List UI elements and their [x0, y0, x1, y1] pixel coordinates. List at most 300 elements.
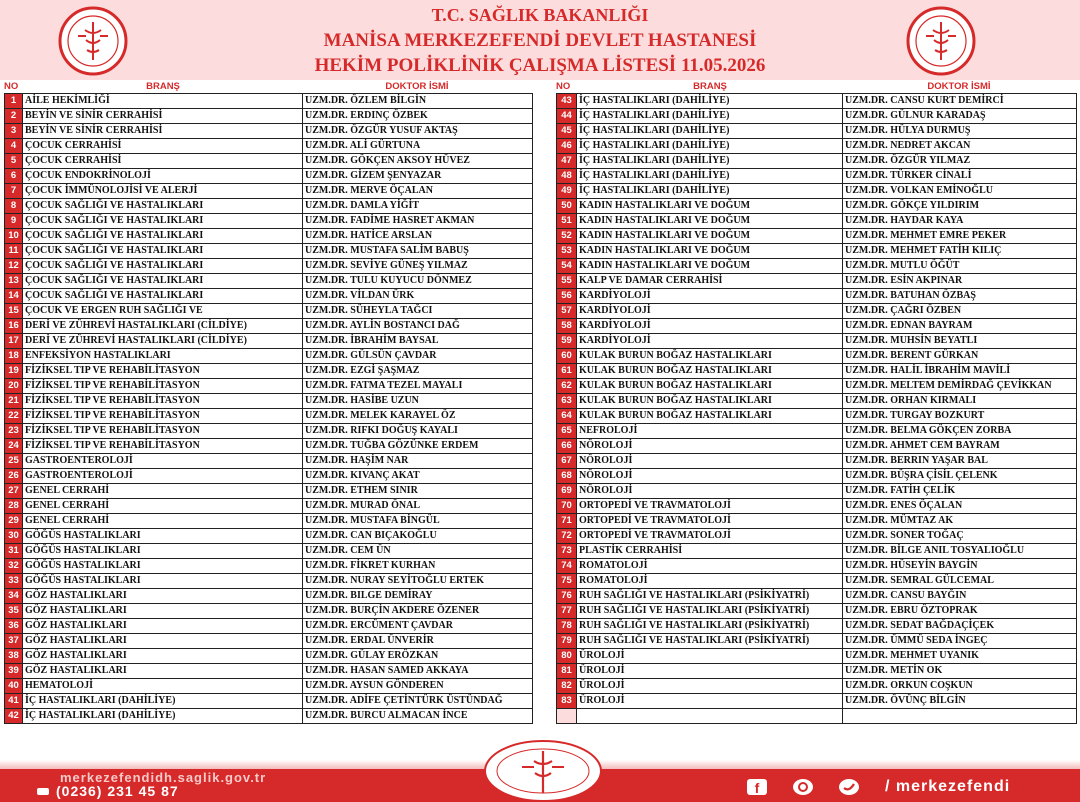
table-row — [557, 664, 1077, 679]
row-number: 42 — [5, 709, 23, 724]
doctor-cell: UZM.DR. HALİL İBRAHİM MAVİLİ — [843, 364, 1077, 379]
doctor-cell: UZM.DR. MURAD ÖNAL — [303, 499, 533, 514]
branch-cell: ÇOCUK ENDOKRİNOLOJİ — [23, 169, 303, 184]
doctor-cell: UZM.DR. GÜLNUR KARADAŞ — [843, 109, 1077, 124]
branch-cell: KARDİYOLOJİ — [577, 334, 843, 349]
table-row — [5, 274, 533, 289]
row-number: 24 — [5, 439, 23, 454]
table-row — [557, 109, 1077, 124]
doctor-cell: UZM.DR. EBRU ÖZTOPRAK — [843, 604, 1077, 619]
row-number: 57 — [557, 304, 577, 319]
row-number: 82 — [557, 679, 577, 694]
doctor-cell: UZM.DR. MUHSİN BEYATLI — [843, 334, 1077, 349]
table-row — [557, 214, 1077, 229]
row-number: 61 — [557, 364, 577, 379]
branch-cell: ÇOCUK SAĞLIĞI VE HASTALIKLARI — [23, 244, 303, 259]
doctor-cell: UZM.DR. MELEK KARAYEL ÖZ — [303, 409, 533, 424]
doctor-cell: UZM.DR. BERRIN YAŞAR BAL — [843, 454, 1077, 469]
branch-cell: HEMATOLOJİ — [23, 679, 303, 694]
doctor-cell: UZM.DR. MUTLU ÖĞÜT — [843, 259, 1077, 274]
branch-cell: RUH SAĞLIĞI VE HASTALIKLARI (PSİKİYATRİ) — [577, 634, 843, 649]
table-row — [5, 364, 533, 379]
branch-cell: GENEL CERRAHİ — [23, 484, 303, 499]
branch-cell: RUH SAĞLIĞI VE HASTALIKLARI (PSİKİYATRİ) — [577, 619, 843, 634]
table-row — [5, 649, 533, 664]
branch-cell: ÇOCUK İMMÜNOLOJİSİ VE ALERJİ — [23, 184, 303, 199]
branch-cell: FİZİKSEL TIP VE REHABİLİTASYON — [23, 424, 303, 439]
doctor-cell: UZM.DR. FADİME HASRET AKMAN — [303, 214, 533, 229]
table-row — [5, 244, 533, 259]
branch-cell: GÖZ HASTALIKLARI — [23, 604, 303, 619]
doctor-cell: UZM.DR. ÖZGÜR YUSUF AKTAŞ — [303, 124, 533, 139]
list-title: HEKİM POLİKLİNİK ÇALIŞMA LİSTESİ 11.05.2026 — [314, 55, 766, 76]
table-row — [5, 334, 533, 349]
table-row — [5, 664, 533, 679]
row-number: 31 — [5, 544, 23, 559]
doctor-cell: UZM.DR. METİN OK — [843, 664, 1077, 679]
row-number — [557, 709, 577, 724]
table-row — [5, 199, 533, 214]
doctor-cell: UZM.DR. MERVE ÖÇALAN — [303, 184, 533, 199]
branch-cell: NÖROLOJİ — [577, 484, 843, 499]
doctor-cell: UZM.DR. CAN BIÇAKOĞLU — [303, 529, 533, 544]
table-row — [557, 154, 1077, 169]
row-number: 41 — [5, 694, 23, 709]
table-row — [557, 499, 1077, 514]
row-number: 17 — [5, 334, 23, 349]
row-number: 66 — [557, 439, 577, 454]
row-number: 5 — [5, 154, 23, 169]
doctor-cell: UZM.DR. AYLİN BOSTANCI DAĞ — [303, 319, 533, 334]
hospital-title: MANİSA MERKEZEFENDİ DEVLET HASTANESİ — [323, 30, 757, 51]
row-number: 36 — [5, 619, 23, 634]
doctor-cell: UZM.DR. ÇAĞRI ÖZBEN — [843, 304, 1077, 319]
table-row — [5, 544, 533, 559]
branch-cell: GENEL CERRAHİ — [23, 499, 303, 514]
branch-cell: ÇOCUK SAĞLIĞI VE HASTALIKLARI — [23, 199, 303, 214]
doctor-cell: UZM.DR. FATMA TEZEL MAYALI — [303, 379, 533, 394]
svg-text:f: f — [754, 780, 760, 796]
doctor-cell: UZM.DR. TURGAY BOZKURT — [843, 409, 1077, 424]
doctor-cell: UZM.DR. ERCÜMENT ÇAVDAR — [303, 619, 533, 634]
doctor-cell: UZM.DR. HÜLYA DURMUŞ — [843, 124, 1077, 139]
branch-cell: GÖĞÜS HASTALIKLARI — [23, 559, 303, 574]
footer-phone: (0236) 231 45 87 — [56, 783, 179, 799]
doctor-cell: UZM.DR. MUSTAFA BİNGÜL — [303, 514, 533, 529]
table-row — [557, 289, 1077, 304]
row-number: 63 — [557, 394, 577, 409]
table-row — [557, 319, 1077, 334]
doctor-cell: UZM.DR. BURCU ALMACAN İNCE — [303, 709, 533, 724]
table-row — [557, 514, 1077, 529]
branch-cell: İÇ HASTALIKLARI (DAHİLİYE) — [577, 109, 843, 124]
branch-cell: GÖZ HASTALIKLARI — [23, 619, 303, 634]
table-row — [557, 199, 1077, 214]
branch-cell: ÇOCUK SAĞLIĞI VE HASTALIKLARI — [23, 214, 303, 229]
doctor-cell: UZM.DR. VİLDAN ÜRK — [303, 289, 533, 304]
row-number: 43 — [557, 94, 577, 109]
branch-cell: ÜROLOJİ — [577, 664, 843, 679]
row-number: 56 — [557, 289, 577, 304]
branch-cell: NÖROLOJİ — [577, 454, 843, 469]
row-number: 32 — [5, 559, 23, 574]
doctor-cell: UZM.DR. HASİBE UZUN — [303, 394, 533, 409]
table-row — [5, 619, 533, 634]
table-row — [5, 709, 533, 724]
table-row — [5, 484, 533, 499]
table-row — [5, 319, 533, 334]
row-number: 44 — [557, 109, 577, 124]
table-row — [557, 694, 1077, 709]
row-number: 78 — [557, 619, 577, 634]
doctor-cell: UZM.DR. MEHMET FATİH KILIÇ — [843, 244, 1077, 259]
row-number: 3 — [5, 124, 23, 139]
row-number: 80 — [557, 649, 577, 664]
branch-cell: İÇ HASTALIKLARI (DAHİLİYE) — [577, 94, 843, 109]
doctor-cell: UZM.DR. HAŞİM NAR — [303, 454, 533, 469]
row-number: 74 — [557, 559, 577, 574]
row-number: 79 — [557, 634, 577, 649]
table-row — [557, 349, 1077, 364]
branch-cell: FİZİKSEL TIP VE REHABİLİTASYON — [23, 439, 303, 454]
row-number: 62 — [557, 379, 577, 394]
branch-cell: İÇ HASTALIKLARI (DAHİLİYE) — [577, 139, 843, 154]
doctor-cell: UZM.DR. SEVİYE GÜNEŞ YILMAZ — [303, 259, 533, 274]
table-row — [5, 439, 533, 454]
row-number: 26 — [5, 469, 23, 484]
row-number: 77 — [557, 604, 577, 619]
row-number: 59 — [557, 334, 577, 349]
doctor-cell: UZM.DR. GÖKÇEN AKSOY HÜVEZ — [303, 154, 533, 169]
table-row — [5, 229, 533, 244]
branch-cell: NÖROLOJİ — [577, 439, 843, 454]
doctor-cell: UZM.DR. HAYDAR KAYA — [843, 214, 1077, 229]
doctor-cell: UZM.DR. ORHAN KIRMALI — [843, 394, 1077, 409]
table-row — [5, 529, 533, 544]
branch-cell: DERİ VE ZÜHREVİ HASTALIKLARI (CİLDİYE) — [23, 319, 303, 334]
branch-cell: KULAK BURUN BOĞAZ HASTALIKLARI — [577, 349, 843, 364]
branch-cell: BEYİN VE SİNİR CERRAHİSİ — [23, 124, 303, 139]
doctor-cell: UZM.DR. BURÇİN AKDERE ÖZENER — [303, 604, 533, 619]
row-number: 75 — [557, 574, 577, 589]
row-number: 50 — [557, 199, 577, 214]
row-number: 23 — [5, 424, 23, 439]
branch-cell: PLASTİK CERRAHİSİ — [577, 544, 843, 559]
table-row — [5, 514, 533, 529]
branch-cell: GÖĞÜS HASTALIKLARI — [23, 529, 303, 544]
row-number: 38 — [5, 649, 23, 664]
branch-cell: ÜROLOJİ — [577, 679, 843, 694]
branch-cell: ÇOCUK SAĞLIĞI VE HASTALIKLARI — [23, 274, 303, 289]
row-number: 33 — [5, 574, 23, 589]
table-row — [557, 544, 1077, 559]
branch-cell: RUH SAĞLIĞI VE HASTALIKLARI (PSİKİYATRİ) — [577, 589, 843, 604]
row-number: 19 — [5, 364, 23, 379]
table-row — [557, 94, 1077, 109]
branch-cell: KARDİYOLOJİ — [577, 304, 843, 319]
row-number: 14 — [5, 289, 23, 304]
table-row — [557, 484, 1077, 499]
table-row — [557, 304, 1077, 319]
row-number: 72 — [557, 529, 577, 544]
row-number: 21 — [5, 394, 23, 409]
branch-cell: KADIN HASTALIKLARI VE DOĞUM — [577, 244, 843, 259]
branch-cell: İÇ HASTALIKLARI (DAHİLİYE) — [23, 694, 303, 709]
table-row — [557, 679, 1077, 694]
row-number: 54 — [557, 259, 577, 274]
table-row — [557, 574, 1077, 589]
branch-cell: ROMATOLOJİ — [577, 559, 843, 574]
branch-cell: ÇOCUK SAĞLIĞI VE HASTALIKLARI — [23, 229, 303, 244]
doctor-cell: UZM.DR. GÜLSÜN ÇAVDAR — [303, 349, 533, 364]
doctor-cell: UZM.DR. MEHMET EMRE PEKER — [843, 229, 1077, 244]
table-row — [5, 469, 533, 484]
doctor-cell: UZM.DR. SEDAT BAĞDAÇİÇEK — [843, 619, 1077, 634]
doctor-cell: UZM.DR. ENES ÖÇALAN — [843, 499, 1077, 514]
branch-cell: FİZİKSEL TIP VE REHABİLİTASYON — [23, 409, 303, 424]
row-number: 48 — [557, 169, 577, 184]
branch-cell: FİZİKSEL TIP VE REHABİLİTASYON — [23, 394, 303, 409]
row-number: 8 — [5, 199, 23, 214]
row-number: 4 — [5, 139, 23, 154]
branch-cell: KADIN HASTALIKLARI VE DOĞUM — [577, 199, 843, 214]
branch-cell: FİZİKSEL TIP VE REHABİLİTASYON — [23, 379, 303, 394]
row-number: 29 — [5, 514, 23, 529]
table-row — [5, 94, 533, 109]
branch-cell: ÜROLOJİ — [577, 649, 843, 664]
doctor-cell: UZM.DR. BÜŞRA ÇİSİL ÇELENK — [843, 469, 1077, 484]
branch-cell: GÖĞÜS HASTALIKLARI — [23, 574, 303, 589]
branch-cell: GÖZ HASTALIKLARI — [23, 664, 303, 679]
row-number: 81 — [557, 664, 577, 679]
table-row — [557, 529, 1077, 544]
table-row — [5, 214, 533, 229]
row-number: 58 — [557, 319, 577, 334]
doctor-cell: UZM.DR. SÜHEYLA TAĞCI — [303, 304, 533, 319]
doctor-cell: UZM.DR. ÜMMÜ SEDA İNGEÇ — [843, 634, 1077, 649]
branch-cell: İÇ HASTALIKLARI (DAHİLİYE) — [23, 709, 303, 724]
table-row — [557, 439, 1077, 454]
branch-cell: GASTROENTEROLOJİ — [23, 469, 303, 484]
row-number: 67 — [557, 454, 577, 469]
row-number: 69 — [557, 484, 577, 499]
doctor-cell: UZM.DR. TUĞBA GÖZÜNKE ERDEM — [303, 439, 533, 454]
branch-cell: KADIN HASTALIKLARI VE DOĞUM — [577, 229, 843, 244]
schedule-table-right — [556, 93, 1077, 724]
doctor-cell: UZM.DR. VOLKAN EMİNOĞLU — [843, 184, 1077, 199]
row-number: 22 — [5, 409, 23, 424]
row-number: 20 — [5, 379, 23, 394]
row-number: 37 — [5, 634, 23, 649]
doctor-cell: UZM.DR. AYSUN GÖNDEREN — [303, 679, 533, 694]
row-number: 45 — [557, 124, 577, 139]
table-row — [5, 679, 533, 694]
table-row — [557, 334, 1077, 349]
doctor-cell: UZM.DR. HATİCE ARSLAN — [303, 229, 533, 244]
doctor-cell: UZM.DR. GÖKÇE YILDIRIM — [843, 199, 1077, 214]
table-row — [557, 364, 1077, 379]
row-number: 39 — [5, 664, 23, 679]
table-row — [557, 619, 1077, 634]
table-row — [557, 454, 1077, 469]
table-row — [5, 559, 533, 574]
branch-cell: KADIN HASTALIKLARI VE DOĞUM — [577, 214, 843, 229]
row-number: 70 — [557, 499, 577, 514]
branch-cell: AİLE HEKİMLİĞİ — [23, 94, 303, 109]
doctor-cell: UZM.DR. EZGİ ŞAŞMAZ — [303, 364, 533, 379]
row-number: 71 — [557, 514, 577, 529]
branch-cell: RUH SAĞLIĞI VE HASTALIKLARI (PSİKİYATRİ) — [577, 604, 843, 619]
row-number: 30 — [5, 529, 23, 544]
branch-cell: KARDİYOLOJİ — [577, 319, 843, 334]
table-row — [5, 604, 533, 619]
row-number: 16 — [5, 319, 23, 334]
table-row — [557, 634, 1077, 649]
table-row — [557, 469, 1077, 484]
table-row — [557, 409, 1077, 424]
doctor-cell: UZM.DR. ESİN AKPINAR — [843, 274, 1077, 289]
column-header-doctor-left: DOKTOR İSMİ — [304, 81, 530, 93]
table-row — [557, 274, 1077, 289]
table-row — [5, 304, 533, 319]
branch-cell: ÇOCUK VE ERGEN RUH SAĞLIĞI VE — [23, 304, 303, 319]
branch-cell: ORTOPEDİ VE TRAVMATOLOJİ — [577, 514, 843, 529]
table-row — [5, 139, 533, 154]
table-row — [557, 244, 1077, 259]
table-row — [5, 694, 533, 709]
doctor-cell: UZM.DR. GÜLAY ERÖZKAN — [303, 649, 533, 664]
footer-website[interactable]: merkezefendidh.saglik.gov.tr — [60, 770, 267, 785]
branch-cell: ÇOCUK CERRAHİSİ — [23, 139, 303, 154]
branch-cell: KULAK BURUN BOĞAZ HASTALIKLARI — [577, 379, 843, 394]
row-number: 2 — [5, 109, 23, 124]
row-number: 73 — [557, 544, 577, 559]
doctor-cell: UZM.DR. SEMRAL GÜLCEMAL — [843, 574, 1077, 589]
doctor-cell: UZM.DR. ÖZGÜR YILMAZ — [843, 154, 1077, 169]
table-row — [5, 109, 533, 124]
row-number: 64 — [557, 409, 577, 424]
doctor-cell: UZM.DR. BELMA GÖKÇEN ZORBA — [843, 424, 1077, 439]
table-row — [557, 709, 1077, 724]
doctor-cell: UZM.DR. ERDINÇ ÖZBEK — [303, 109, 533, 124]
branch-cell: DERİ VE ZÜHREVİ HASTALIKLARI (CİLDİYE) — [23, 334, 303, 349]
branch-cell: İÇ HASTALIKLARI (DAHİLİYE) — [577, 154, 843, 169]
twitter-icon[interactable] — [838, 778, 860, 796]
doctor-cell: UZM.DR. NEDRET AKCAN — [843, 139, 1077, 154]
doctor-cell: UZM.DR. EDNAN BAYRAM — [843, 319, 1077, 334]
column-header-branch-left: BRANŞ — [24, 81, 302, 93]
doctor-cell: UZM.DR. NURAY SEYİTOĞLU ERTEK — [303, 574, 533, 589]
row-number: 47 — [557, 154, 577, 169]
row-number: 13 — [5, 274, 23, 289]
table-row — [5, 379, 533, 394]
table-row — [557, 124, 1077, 139]
doctor-cell: UZM.DR. CANSU BAYĞIN — [843, 589, 1077, 604]
doctor-cell — [843, 709, 1077, 724]
row-number: 15 — [5, 304, 23, 319]
row-number: 52 — [557, 229, 577, 244]
row-number: 7 — [5, 184, 23, 199]
row-number: 40 — [5, 679, 23, 694]
row-number: 11 — [5, 244, 23, 259]
row-number: 60 — [557, 349, 577, 364]
branch-cell: KULAK BURUN BOĞAZ HASTALIKLARI — [577, 364, 843, 379]
table-row — [557, 379, 1077, 394]
phone-icon — [36, 786, 50, 796]
branch-cell: BEYİN VE SİNİR CERRAHİSİ — [23, 109, 303, 124]
row-number: 35 — [5, 604, 23, 619]
branch-cell: GÖZ HASTALIKLARI — [23, 634, 303, 649]
doctor-cell: UZM.DR. MUSTAFA SALİM BABUŞ — [303, 244, 533, 259]
table-row — [5, 409, 533, 424]
table-row — [557, 649, 1077, 664]
branch-cell: GÖZ HASTALIKLARI — [23, 649, 303, 664]
branch-cell: FİZİKSEL TIP VE REHABİLİTASYON — [23, 364, 303, 379]
branch-cell: NEFROLOJİ — [577, 424, 843, 439]
table-row — [5, 394, 533, 409]
doctor-cell: UZM.DR. BILGE DEMİRAY — [303, 589, 533, 604]
facebook-icon[interactable] — [746, 778, 768, 796]
branch-cell: ROMATOLOJİ — [577, 574, 843, 589]
row-number: 34 — [5, 589, 23, 604]
row-number: 65 — [557, 424, 577, 439]
branch-cell: GASTROENTEROLOJİ — [23, 454, 303, 469]
row-number: 12 — [5, 259, 23, 274]
table-row — [5, 289, 533, 304]
doctor-cell: UZM.DR. ETHEM SINIR — [303, 484, 533, 499]
table-row — [5, 259, 533, 274]
ministry-title: T.C. SAĞLIK BAKANLIĞI — [431, 5, 649, 25]
table-row — [5, 499, 533, 514]
table-row — [5, 574, 533, 589]
branch-cell: ORTOPEDİ VE TRAVMATOLOJİ — [577, 499, 843, 514]
row-number: 83 — [557, 694, 577, 709]
branch-cell: ÇOCUK SAĞLIĞI VE HASTALIKLARI — [23, 259, 303, 274]
branch-cell: GÖZ HASTALIKLARI — [23, 589, 303, 604]
table-row — [5, 424, 533, 439]
row-number: 46 — [557, 139, 577, 154]
footer-social-handle[interactable]: / merkezefendi — [885, 778, 1011, 795]
table-row — [5, 454, 533, 469]
doctor-cell: UZM.DR. CEM ÜN — [303, 544, 533, 559]
doctor-cell: UZM.DR. İBRAHİM BAYSAL — [303, 334, 533, 349]
doctor-cell: UZM.DR. ÖVÜNÇ BİLGİN — [843, 694, 1077, 709]
doctor-cell: UZM.DR. KIVANÇ AKAT — [303, 469, 533, 484]
branch-cell: İÇ HASTALIKLARI (DAHİLİYE) — [577, 169, 843, 184]
table-row — [557, 139, 1077, 154]
doctor-cell: UZM.DR. BERENT GÜRKAN — [843, 349, 1077, 364]
row-number: 53 — [557, 244, 577, 259]
doctor-cell: UZM.DR. ADİFE ÇETİNTÜRK ÜSTÜNDAĞ — [303, 694, 533, 709]
column-header-doctor-right: DOKTOR İSMİ — [843, 81, 1075, 93]
doctor-cell: UZM.DR. BATUHAN ÖZBAŞ — [843, 289, 1077, 304]
table-row — [5, 184, 533, 199]
row-number: 68 — [557, 469, 577, 484]
branch-cell: KARDİYOLOJİ — [577, 289, 843, 304]
table-row — [557, 184, 1077, 199]
branch-cell: KADIN HASTALIKLARI VE DOĞUM — [577, 259, 843, 274]
instagram-icon[interactable] — [792, 778, 814, 796]
column-header-branch-right: BRANŞ — [578, 81, 842, 93]
row-number: 1 — [5, 94, 23, 109]
branch-cell: KULAK BURUN BOĞAZ HASTALIKLARI — [577, 409, 843, 424]
branch-cell: NÖROLOJİ — [577, 469, 843, 484]
branch-cell: ORTOPEDİ VE TRAVMATOLOJİ — [577, 529, 843, 544]
row-number: 51 — [557, 214, 577, 229]
branch-cell: İÇ HASTALIKLARI (DAHİLİYE) — [577, 124, 843, 139]
row-number: 25 — [5, 454, 23, 469]
table-row — [5, 634, 533, 649]
